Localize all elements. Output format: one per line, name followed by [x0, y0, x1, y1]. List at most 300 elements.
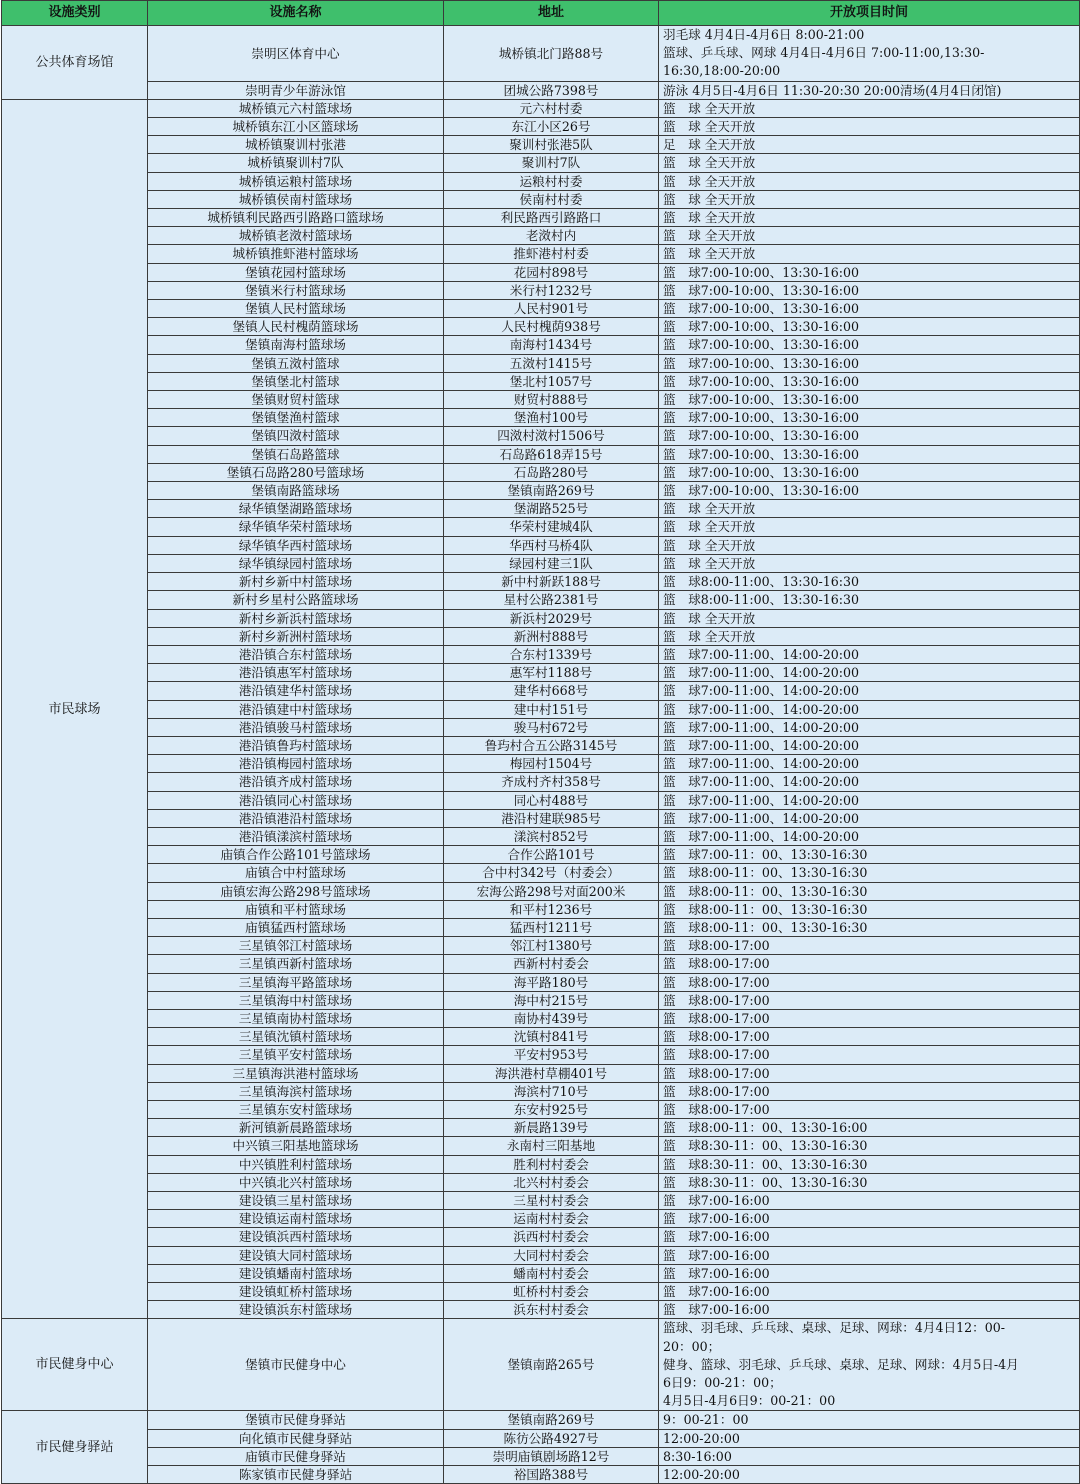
- address-cell: 绿园村建三1队: [444, 554, 659, 572]
- table-row: [2, 1429, 1080, 1447]
- open-hours-cell: [659, 1119, 1080, 1137]
- address-cell: 花园村898号: [444, 263, 659, 281]
- address-cell: 和平村1236号: [444, 900, 659, 918]
- facility-name-cell: 堡镇南路篮球场: [148, 482, 444, 500]
- category-cell: 市民球场: [2, 99, 148, 1319]
- open-hours-cell: [659, 172, 1080, 190]
- table-row: [2, 463, 1080, 481]
- table-row: [2, 609, 1080, 627]
- open-hours-line: 篮 球7:00-11:00、14:00-20:00: [663, 646, 860, 662]
- open-hours-cell: [659, 1283, 1080, 1301]
- facility-name-cell: 建设镇大同村篮球场: [148, 1246, 444, 1264]
- open-hours-cell: [659, 1046, 1080, 1064]
- table-row: [2, 227, 1080, 245]
- address-cell: 平安村953号: [444, 1046, 659, 1064]
- open-hours-cell: [659, 973, 1080, 991]
- address-cell: 推虾港村村委: [444, 245, 659, 263]
- table-row: [2, 882, 1080, 900]
- open-hours-cell: [659, 391, 1080, 409]
- open-hours-cell: [659, 154, 1080, 172]
- table-row: [2, 973, 1080, 991]
- table-row: [2, 536, 1080, 554]
- table-row: [2, 1283, 1080, 1301]
- open-hours-line: 篮 球 全天开放: [663, 519, 756, 535]
- facility-name-cell: 堡镇人民村槐荫篮球场: [148, 318, 444, 336]
- table-row: [2, 1301, 1080, 1319]
- open-hours-line: 篮 球7:00-16:00: [663, 1247, 770, 1263]
- address-cell: 四滧村滧村1506号: [444, 427, 659, 445]
- header-row: [2, 1, 1080, 26]
- category-cell: 公共体育场馆: [2, 26, 148, 100]
- category-cell: 市民健身中心: [2, 1319, 148, 1411]
- table-row: [2, 937, 1080, 955]
- open-hours-cell: [659, 482, 1080, 500]
- facility-name-cell: 中兴镇三阳基地篮球场: [148, 1137, 444, 1155]
- address-cell: 堡渔村100号: [444, 409, 659, 427]
- table-row: [2, 700, 1080, 718]
- open-hours-line: 篮球、乒乓球、网球 4月4日-4月6日 7:00-11:00,13:30-: [663, 45, 985, 61]
- address-cell: 利民路西引路路口: [444, 209, 659, 227]
- open-hours-line: 篮 球7:00-10:00、13:30-16:00: [663, 301, 860, 317]
- open-hours-cell: [659, 245, 1080, 263]
- facility-name-cell: 港沿镇惠军村篮球场: [148, 664, 444, 682]
- address-cell: 西新村村委会: [444, 955, 659, 973]
- table-row: [2, 1028, 1080, 1046]
- address-cell: 米行村1232号: [444, 281, 659, 299]
- open-hours-cell: [659, 1411, 1080, 1429]
- open-hours-cell: [659, 1028, 1080, 1046]
- facility-name-cell: 堡镇五滧村篮球: [148, 354, 444, 372]
- table-row: [2, 372, 1080, 390]
- open-hours-line: 篮 球8:00-11:00、13:30-16:30: [663, 592, 860, 608]
- open-hours-cell: [659, 118, 1080, 136]
- table-row: [2, 1046, 1080, 1064]
- open-hours-cell: [659, 882, 1080, 900]
- open-hours-line: 篮 球 全天开放: [663, 610, 756, 626]
- open-hours-line: 篮 球7:00-16:00: [663, 1265, 770, 1281]
- open-hours-line: 篮 球7:00-10:00、13:30-16:00: [663, 428, 860, 444]
- table-row: [2, 1137, 1080, 1155]
- address-cell: 人民村槐荫938号: [444, 318, 659, 336]
- address-cell: 堡北村1057号: [444, 372, 659, 390]
- facility-name-cell: 城桥镇利民路西引路路口篮球场: [148, 209, 444, 227]
- address-cell: 合作公路101号: [444, 846, 659, 864]
- facility-name-cell: 堡镇南海村篮球场: [148, 336, 444, 354]
- facility-name-cell: 港沿镇同心村篮球场: [148, 791, 444, 809]
- table-row: [2, 1210, 1080, 1228]
- facility-name-cell: 堡镇石岛路280号篮球场: [148, 463, 444, 481]
- table-row: [2, 118, 1080, 136]
- table-row: [2, 591, 1080, 609]
- address-cell: 鲁玙村合五公路3145号: [444, 736, 659, 754]
- table-row: [2, 1082, 1080, 1100]
- open-hours-cell: [659, 1228, 1080, 1246]
- address-cell: 惠军村1188号: [444, 664, 659, 682]
- facility-name-cell: 港沿镇鲁玙村篮球场: [148, 736, 444, 754]
- facility-name-cell: 庙镇合中村篮球场: [148, 864, 444, 882]
- facility-name-cell: 堡镇市民健身驿站: [148, 1411, 444, 1429]
- address-cell: 运南村村委会: [444, 1210, 659, 1228]
- open-hours-line: 篮 球8:00-17:00: [663, 1065, 770, 1081]
- open-hours-line: 9：00-21：00: [663, 1412, 749, 1428]
- open-hours-cell: [659, 81, 1080, 99]
- open-hours-cell: [659, 991, 1080, 1009]
- table-row: [2, 1155, 1080, 1173]
- table-row: [2, 1192, 1080, 1210]
- open-hours-line: 篮 球8:00-17:00: [663, 992, 770, 1008]
- open-hours-line: 篮 球7:00-10:00、13:30-16:00: [663, 282, 860, 298]
- open-hours-cell: [659, 682, 1080, 700]
- open-hours-line: 健身、篮球、羽毛球、乒乓球、桌球、足球、网球：4月5日-4月: [663, 1356, 1019, 1372]
- address-cell: 聚训村7队: [444, 154, 659, 172]
- table-row: [2, 300, 1080, 318]
- open-hours-cell: [659, 427, 1080, 445]
- facility-name-cell: 三星镇海平路篮球场: [148, 973, 444, 991]
- open-hours-line: 篮 球7:00-16:00: [663, 1229, 770, 1245]
- table-row: [2, 1228, 1080, 1246]
- table-row: [2, 1447, 1080, 1465]
- facility-name-cell: 三星镇沈镇村篮球场: [148, 1028, 444, 1046]
- open-hours-cell: [659, 1264, 1080, 1282]
- address-cell: 石岛路280号: [444, 463, 659, 481]
- facility-name-cell: 港沿镇建中村篮球场: [148, 700, 444, 718]
- table-row: [2, 682, 1080, 700]
- facility-name-cell: 三星镇海滨村篮球场: [148, 1082, 444, 1100]
- open-hours-line: 足 球 全天开放: [663, 137, 756, 153]
- open-hours-cell: [659, 1319, 1080, 1411]
- open-hours-line: 篮 球 全天开放: [663, 100, 756, 116]
- facility-name-cell: 港沿镇合东村篮球场: [148, 645, 444, 663]
- open-hours-cell: [659, 209, 1080, 227]
- open-hours-cell: [659, 1064, 1080, 1082]
- facility-name-cell: 堡镇米行村篮球场: [148, 281, 444, 299]
- facility-name-cell: 建设镇蟠南村篮球场: [148, 1264, 444, 1282]
- open-hours-cell: [659, 409, 1080, 427]
- address-cell: 邻江村1380号: [444, 937, 659, 955]
- open-hours-line: 篮 球 全天开放: [663, 191, 756, 207]
- facility-name-cell: 建设镇虹桥村篮球场: [148, 1283, 444, 1301]
- facility-name-cell: 中兴镇胜利村篮球场: [148, 1155, 444, 1173]
- open-hours-line: 16:30,18:00-20:00: [663, 63, 781, 79]
- address-cell: 浜西村村委会: [444, 1228, 659, 1246]
- facility-name-cell: 新村乡新洲村篮球场: [148, 627, 444, 645]
- open-hours-cell: [659, 318, 1080, 336]
- open-hours-cell: [659, 645, 1080, 663]
- table-row: [2, 718, 1080, 736]
- address-cell: 漾滨村852号: [444, 827, 659, 845]
- table-row: [2, 846, 1080, 864]
- facility-name-cell: 新村乡新中村篮球场: [148, 573, 444, 591]
- address-cell: 东江小区26号: [444, 118, 659, 136]
- facility-name-cell: 城桥镇聚训村7队: [148, 154, 444, 172]
- address-cell: 华西村马桥4队: [444, 536, 659, 554]
- address-cell: 新洲村888号: [444, 627, 659, 645]
- table-row: [2, 1064, 1080, 1082]
- open-hours-line: 4月5日-4月6日9：00-21：00: [663, 1393, 836, 1409]
- address-cell: 石岛路618弄15号: [444, 445, 659, 463]
- table-row: [2, 755, 1080, 773]
- facility-schedule-table: [1, 0, 1080, 1484]
- facility-name-cell: 三星镇东安村篮球场: [148, 1100, 444, 1118]
- table-row: [2, 627, 1080, 645]
- facility-name-cell: 绿华镇绿园村篮球场: [148, 554, 444, 572]
- open-hours-cell: [659, 190, 1080, 208]
- open-hours-cell: [659, 1210, 1080, 1228]
- table-row: [2, 809, 1080, 827]
- address-cell: 新中村新跃188号: [444, 573, 659, 591]
- table-row: [2, 1246, 1080, 1264]
- facility-name-cell: 城桥镇元六村篮球场: [148, 99, 444, 117]
- open-hours-cell: [659, 1246, 1080, 1264]
- address-cell: 堡镇南路269号: [444, 482, 659, 500]
- table-row: [2, 409, 1080, 427]
- facility-name-cell: 庙镇宏海公路298号篮球场: [148, 882, 444, 900]
- open-hours-line: 篮 球7:00-11:00、14:00-20:00: [663, 774, 860, 790]
- address-cell: 虹桥村村委会: [444, 1283, 659, 1301]
- address-cell: 南协村439号: [444, 1009, 659, 1027]
- open-hours-line: 篮 球8:00-17:00: [663, 974, 770, 990]
- facility-name-cell: 绿华镇堡湖路篮球场: [148, 500, 444, 518]
- facility-name-cell: 堡镇花园村篮球场: [148, 263, 444, 281]
- address-cell: 合东村1339号: [444, 645, 659, 663]
- facility-name-cell: 陈家镇市民健身驿站: [148, 1466, 444, 1484]
- open-hours-line: 篮 球8:00-11:00、13:30-16:30: [663, 574, 860, 590]
- address-cell: 海平路180号: [444, 973, 659, 991]
- facility-name-cell: 新村乡新浜村篮球场: [148, 609, 444, 627]
- table-row: [2, 445, 1080, 463]
- table-row: [2, 281, 1080, 299]
- open-hours-cell: [659, 609, 1080, 627]
- category-cell: 市民健身驿站: [2, 1411, 148, 1484]
- address-cell: 建中村151号: [444, 700, 659, 718]
- open-hours-cell: [659, 846, 1080, 864]
- open-hours-cell: [659, 445, 1080, 463]
- address-cell: 团城公路7398号: [444, 81, 659, 99]
- address-cell: 浜东村村委会: [444, 1301, 659, 1319]
- table-row: [2, 991, 1080, 1009]
- open-hours-line: 篮 球7:00-11:00、14:00-20:00: [663, 810, 860, 826]
- facility-name-cell: 绿华镇华荣村篮球场: [148, 518, 444, 536]
- open-hours-line: 篮 球8:00-17:00: [663, 938, 770, 954]
- facility-name-cell: 堡镇财贸村篮球: [148, 391, 444, 409]
- facility-name-cell: 城桥镇运粮村篮球场: [148, 172, 444, 190]
- open-hours-line: 篮 球7:00-10:00、13:30-16:00: [663, 410, 860, 426]
- open-hours-line: 篮 球7:00-10:00、13:30-16:00: [663, 464, 860, 480]
- open-hours-line: 篮 球7:00-10:00、13:30-16:00: [663, 319, 860, 335]
- open-hours-line: 篮 球 全天开放: [663, 246, 756, 262]
- open-hours-line: 篮 球7:00-11:00、14:00-20:00: [663, 792, 860, 808]
- facility-name-cell: 庙镇市民健身驿站: [148, 1447, 444, 1465]
- table-row: [2, 736, 1080, 754]
- open-hours-cell: [659, 591, 1080, 609]
- open-hours-line: 篮 球7:00-10:00、13:30-16:00: [663, 264, 860, 280]
- facility-name-cell: 庙镇猛西村篮球场: [148, 918, 444, 936]
- table-row: [2, 190, 1080, 208]
- open-hours-cell: [659, 1429, 1080, 1447]
- facility-name-cell: 堡镇堡北村篮球: [148, 372, 444, 390]
- facility-name-cell: 港沿镇骏马村篮球场: [148, 718, 444, 736]
- open-hours-cell: [659, 1155, 1080, 1173]
- open-hours-line: 篮 球7:00-16:00: [663, 1302, 770, 1318]
- open-hours-cell: [659, 1301, 1080, 1319]
- open-hours-cell: [659, 372, 1080, 390]
- table-row: [2, 1411, 1080, 1429]
- address-cell: 老滧村内: [444, 227, 659, 245]
- address-cell: 同心村488号: [444, 791, 659, 809]
- address-cell: 骏马村672号: [444, 718, 659, 736]
- open-hours-cell: [659, 791, 1080, 809]
- open-hours-cell: [659, 263, 1080, 281]
- address-cell: 沈镇村841号: [444, 1028, 659, 1046]
- facility-name-cell: 新河镇新晨路篮球场: [148, 1119, 444, 1137]
- facility-name-cell: 城桥镇老滧村篮球场: [148, 227, 444, 245]
- open-hours-line: 篮 球8:00-11：00、13:30-16:30: [663, 883, 868, 899]
- open-hours-cell: [659, 554, 1080, 572]
- header-address: 地址: [444, 1, 659, 26]
- table-row: [2, 1119, 1080, 1137]
- facility-name-cell: 城桥镇聚训村张港: [148, 136, 444, 154]
- facility-name-cell: 堡镇堡渔村篮球: [148, 409, 444, 427]
- open-hours-line: 20：00；: [663, 1338, 721, 1354]
- open-hours-line: 篮 球8:00-11：00、13:30-16:00: [663, 1120, 868, 1136]
- table-row: [2, 99, 1080, 117]
- open-hours-cell: [659, 336, 1080, 354]
- facility-name-cell: 城桥镇推虾港村篮球场: [148, 245, 444, 263]
- open-hours-cell: [659, 1082, 1080, 1100]
- open-hours-cell: [659, 736, 1080, 754]
- address-cell: 齐成村齐村358号: [444, 773, 659, 791]
- table-row: [2, 773, 1080, 791]
- facility-name-cell: 绿华镇华西村篮球场: [148, 536, 444, 554]
- address-cell: 堡镇南路265号: [444, 1319, 659, 1411]
- open-hours-cell: [659, 536, 1080, 554]
- open-hours-cell: [659, 1466, 1080, 1484]
- table-row: [2, 354, 1080, 372]
- address-cell: 港沿村建联985号: [444, 809, 659, 827]
- table-row: [2, 245, 1080, 263]
- open-hours-cell: [659, 955, 1080, 973]
- open-hours-cell: [659, 463, 1080, 481]
- open-hours-cell: [659, 755, 1080, 773]
- facility-name-cell: 三星镇邻江村篮球场: [148, 937, 444, 955]
- open-hours-cell: [659, 900, 1080, 918]
- open-hours-line: 篮 球7:00-10:00、13:30-16:00: [663, 392, 860, 408]
- open-hours-line: 12:00-20:00: [663, 1430, 740, 1446]
- open-hours-line: 篮 球7:00-11:00、14:00-20:00: [663, 737, 860, 753]
- open-hours-cell: [659, 1009, 1080, 1027]
- facility-name-cell: 建设镇三星村篮球场: [148, 1192, 444, 1210]
- open-hours-line: 篮 球8:30-11：00、13:30-16:30: [663, 1156, 868, 1172]
- facility-name-cell: 建设镇运南村篮球场: [148, 1210, 444, 1228]
- open-hours-cell: [659, 26, 1080, 82]
- table-row: [2, 827, 1080, 845]
- address-cell: 大同村村委会: [444, 1246, 659, 1264]
- address-cell: 华荣村建城4队: [444, 518, 659, 536]
- facility-name-cell: 堡镇石岛路篮球: [148, 445, 444, 463]
- open-hours-line: 篮 球7:00-16:00: [663, 1193, 770, 1208]
- open-hours-line: 篮 球7:00-16:00: [663, 1211, 770, 1227]
- address-cell: 海中村215号: [444, 991, 659, 1009]
- open-hours-cell: [659, 664, 1080, 682]
- address-cell: 城桥镇北门路88号: [444, 26, 659, 82]
- table-row: [2, 554, 1080, 572]
- table-row: [2, 1264, 1080, 1282]
- open-hours-line: 篮 球 全天开放: [663, 228, 756, 244]
- address-cell: 堡镇南路269号: [444, 1411, 659, 1429]
- open-hours-line: 篮球、羽毛球、乒乓球、桌球、足球、网球：4月4日12：00-: [663, 1320, 1005, 1336]
- open-hours-line: 篮 球 全天开放: [663, 173, 756, 189]
- table-row: [2, 263, 1080, 281]
- open-hours-cell: [659, 227, 1080, 245]
- open-hours-cell: [659, 700, 1080, 718]
- table-row: [2, 500, 1080, 518]
- open-hours-line: 篮 球7:00-16:00: [663, 1284, 770, 1300]
- open-hours-line: 篮 球7:00-10:00、13:30-16:00: [663, 373, 860, 389]
- open-hours-line: 篮 球8:00-11：00、13:30-16:30: [663, 919, 868, 935]
- table-row: [2, 664, 1080, 682]
- address-cell: 三星村村委会: [444, 1192, 659, 1210]
- open-hours-cell: [659, 773, 1080, 791]
- open-hours-cell: [659, 354, 1080, 372]
- address-cell: 宏海公路298号对面200米: [444, 882, 659, 900]
- open-hours-line: 8:30-16:00: [663, 1448, 732, 1464]
- facility-name-cell: 港沿镇港沿村篮球场: [148, 809, 444, 827]
- facility-name-cell: 崇明区体育中心: [148, 26, 444, 82]
- address-cell: 财贸村888号: [444, 391, 659, 409]
- facility-name-cell: 港沿镇建华村篮球场: [148, 682, 444, 700]
- table-row: [2, 318, 1080, 336]
- open-hours-line: 篮 球7:00-11:00、14:00-20:00: [663, 665, 860, 681]
- table-row: [2, 81, 1080, 99]
- open-hours-line: 篮 球7:00-11:00、14:00-20:00: [663, 828, 860, 844]
- address-cell: 裕国路388号: [444, 1466, 659, 1484]
- open-hours-line: 篮 球8:00-17:00: [663, 1083, 770, 1099]
- open-hours-line: 篮 球7:00-10:00、13:30-16:00: [663, 483, 860, 499]
- open-hours-cell: [659, 99, 1080, 117]
- facility-name-cell: 港沿镇漾滨村篮球场: [148, 827, 444, 845]
- open-hours-cell: [659, 300, 1080, 318]
- open-hours-cell: [659, 937, 1080, 955]
- open-hours-line: 篮 球7:00-11：00、13:30-16:30: [663, 847, 868, 863]
- table-row: [2, 209, 1080, 227]
- address-cell: 崇明庙镇剧场路12号: [444, 1447, 659, 1465]
- facility-name-cell: 建设镇浜东村篮球场: [148, 1301, 444, 1319]
- open-hours-line: 篮 球7:00-11:00、14:00-20:00: [663, 719, 860, 735]
- header-category: 设施类别: [2, 1, 148, 26]
- facility-name-cell: 新村乡星村公路篮球场: [148, 591, 444, 609]
- address-cell: 人民村901号: [444, 300, 659, 318]
- open-hours-line: 篮 球 全天开放: [663, 119, 756, 135]
- facility-name-cell: 港沿镇齐成村篮球场: [148, 773, 444, 791]
- open-hours-cell: [659, 864, 1080, 882]
- facility-name-cell: 庙镇和平村篮球场: [148, 900, 444, 918]
- facility-name-cell: 堡镇四滧村篮球: [148, 427, 444, 445]
- open-hours-line: 篮 球7:00-10:00、13:30-16:00: [663, 446, 860, 462]
- open-hours-line: 游泳 4月5日-4月6日 11:30-20:30 20:00清场(4月4日闭馆): [663, 82, 1002, 98]
- open-hours-cell: [659, 918, 1080, 936]
- open-hours-line: 篮 球 全天开放: [663, 155, 756, 171]
- open-hours-line: 篮 球 全天开放: [663, 210, 756, 226]
- table-row: [2, 391, 1080, 409]
- address-cell: 梅园村1504号: [444, 755, 659, 773]
- open-hours-line: 篮 球8:30-11：00、13:30-16:30: [663, 1138, 868, 1154]
- address-cell: 合中村342号（村委会）: [444, 864, 659, 882]
- open-hours-line: 篮 球7:00-11:00、14:00-20:00: [663, 756, 860, 772]
- address-cell: 东安村925号: [444, 1100, 659, 1118]
- facility-name-cell: 三星镇平安村篮球场: [148, 1046, 444, 1064]
- open-hours-line: 篮 球7:00-11:00、14:00-20:00: [663, 683, 860, 699]
- open-hours-line: 6日9：00-21：00；: [663, 1375, 782, 1391]
